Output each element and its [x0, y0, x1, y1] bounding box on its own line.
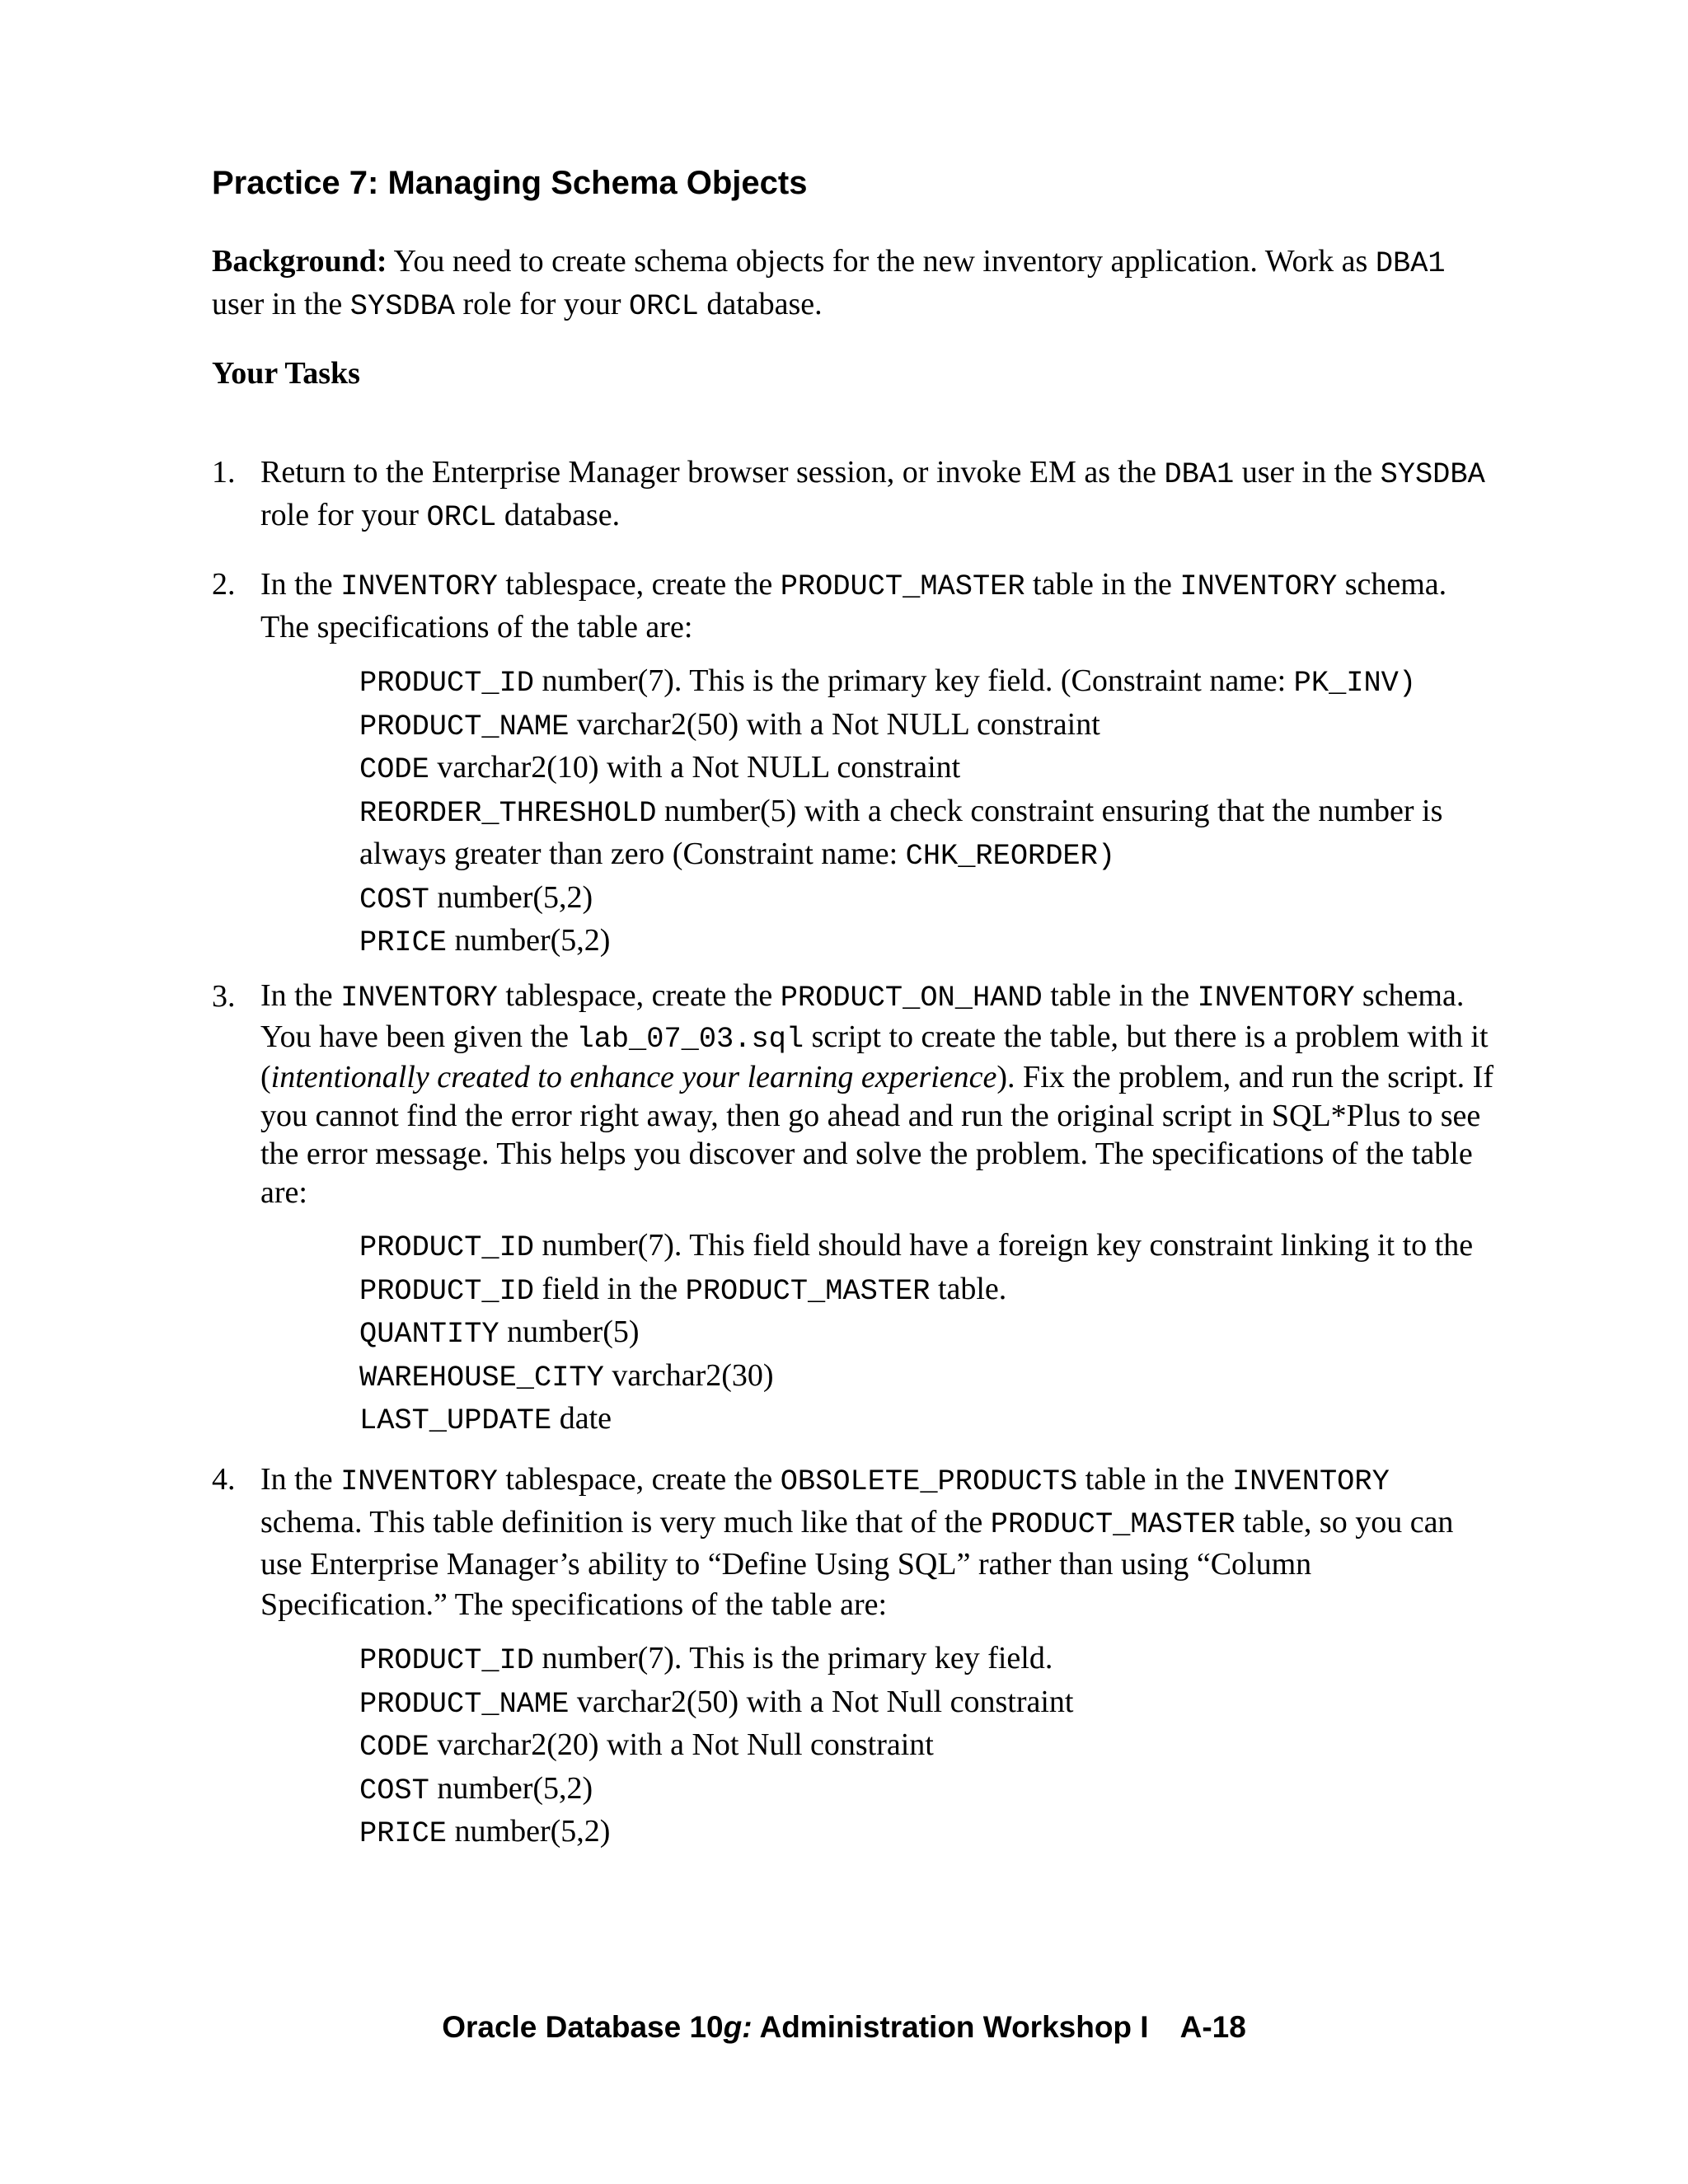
- task-3: [212, 977, 1498, 1442]
- spec-item: COST number(5,2): [359, 1770, 593, 1807]
- spec-item: REORDER_THRESHOLD number(5) with a check constraint ensuring that the number is always greater than zero (Constraint name: CHK_REORDER): [359, 793, 1443, 873]
- page-number: A-18: [1179, 2010, 1246, 2044]
- spec-item: PRODUCT_ID number(7). This is the primary key field.: [359, 1641, 1053, 1677]
- spec-item: CODE varchar2(10) with a Not NULL constraint: [359, 750, 961, 786]
- task-number: 3.: [212, 979, 236, 1014]
- task-text: In the INVENTORY tablespace, create the PRODUCT_MASTER table in the INVENTORY schema. The specifications of the table are: PRODUCT_ID number(7). This is the primary key field. (Constraint name: PK_INV) PRODUCT_NAME varchar2(50) with a Not NULL constraint CODE varchar2(10) with a Not NULL constraint REORDER_THRESHOLD number(5) with a check constraint ensuring that the number is always greater than zero (Constraint name: CHK_REORDER) COST number(5,2) PRICE number(5,2): [260, 565, 1498, 964]
- task-text: Return to the Enterprise Manager browser session, or invoke EM as the DBA1 user in the SYSDBA role for your ORCL database.: [260, 455, 1485, 534]
- spec-item: CODE varchar2(20) with a Not Null constraint: [359, 1727, 934, 1764]
- page-footer: [0, 2008, 1688, 2047]
- page-title: Practice 7: Managing Schema Objects: [212, 165, 808, 201]
- spec-item: PRODUCT_ID number(7). This is the primary key field. (Constraint name: PK_INV): [359, 663, 1417, 700]
- task-number: 1.: [212, 455, 236, 490]
- task-number: 2.: [212, 567, 236, 602]
- spec-list: [359, 1638, 1498, 1855]
- task-text: In the INVENTORY tablespace, create the OBSOLETE_PRODUCTS table in the INVENTORY schema. This table definition is very much like that of the PRODUCT_MASTER table, so you can use Enterprise Manager’s ability to “Define Using SQL” rather than using “Column Specification.” The specifications of the table are: PRODUCT_ID number(7). This is the primary key field. PRODUCT_NAME varchar2(50) with a Not Null constraint CODE varchar2(20) with a Not Null constraint COST number(5,2) PRICE number(5,2): [260, 1460, 1498, 1855]
- footer-title: Oracle Database 10g: Administration Workshop I: [442, 2010, 1149, 2044]
- tasks-heading: Your Tasks: [212, 356, 360, 391]
- spec-item: QUANTITY number(5): [359, 1315, 640, 1351]
- spec-item: COST number(5,2): [359, 879, 593, 916]
- spec-item: PRODUCT_NAME varchar2(50) with a Not Null constraint: [359, 1684, 1074, 1721]
- task-2: [212, 565, 1498, 964]
- background-paragraph: Background: You need to create schema objects for the new inventory application. Work as DBA1 user in the SYSDBA role for your ORCL database.: [212, 244, 1446, 323]
- task-4: [212, 1460, 1498, 1855]
- spec-item: PRODUCT_ID number(7). This field should have a foreign key constraint linking it to the PRODUCT_ID field in the PRODUCT_MASTER table.: [359, 1228, 1474, 1308]
- background-label: Background:: [212, 244, 387, 279]
- spec-item: PRICE number(5,2): [359, 1814, 611, 1850]
- task-number: 4.: [212, 1462, 236, 1497]
- spec-item: WAREHOUSE_CITY varchar2(30): [359, 1357, 774, 1394]
- spec-item: PRODUCT_NAME varchar2(50) with a Not NULL constraint: [359, 706, 1100, 743]
- spec-list: [359, 1226, 1498, 1442]
- spec-item: PRICE number(5,2): [359, 923, 611, 959]
- task-1: [212, 452, 1498, 537]
- spec-item: LAST_UPDATE date: [359, 1401, 612, 1437]
- spec-list: [359, 661, 1522, 964]
- task-text: In the INVENTORY tablespace, create the PRODUCT_ON_HAND table in the INVENTORY schema. You have been given the lab_07_03.sql script to create the table, but there is a problem with it (intentionally created to enhance your learning experience). Fix the problem, and run the script. If you cannot find the error right away, then go ahead and run the original script in SQL*Plus to see the error message. This helps you discover and solve the problem. The specifications of the table are: PRODUCT_ID number(7). This field should have a foreign key constraint linking it to the PRODUCT_ID field in the PRODUCT_MASTER table. QUANTITY number(5) WAREHOUSE_CITY varchar2(30) LAST_UPDATE date: [260, 977, 1498, 1442]
